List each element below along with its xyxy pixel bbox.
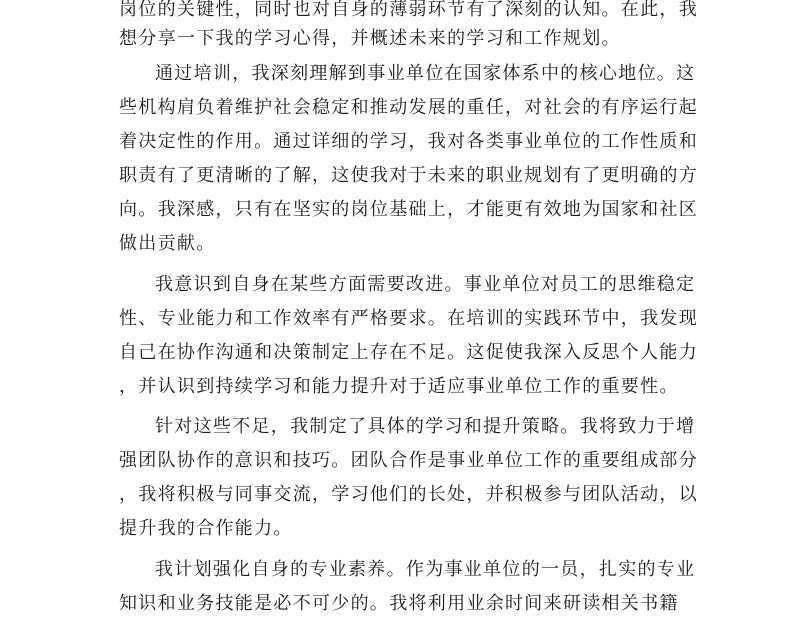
text-line-18: 知识和业务技能是必不可少的。我将利用业余时间来研读相关书籍	[119, 593, 679, 614]
text-line-4: 些机构肩负着维护社会稳定和推动发展的重任，对社会的有序运行起	[119, 97, 698, 118]
text-line-14: 强团队协作的意识和技巧。团队合作是事业单位工作的重要组成部分	[119, 450, 698, 471]
text-line-1: 岗位的关键性，同时也对自身的薄弱环节有了深刻的认知。在此，我	[119, 0, 698, 20]
text-line-2: 想分享一下我的学习心得，并概述未来的学习和工作规划。	[119, 28, 621, 49]
text-line-10: 性、专业能力和工作效率有严格要求。在培训的实践环节中，我发现	[119, 308, 698, 329]
text-line-7: 向。我深感，只有在坚实的岗位基础上，才能更有效地为国家和社区	[119, 199, 698, 220]
text-line-16: 提升我的合作能力。	[119, 518, 293, 539]
text-line-15: ，我将积极与同事交流，学习他们的长处，并积极参与团队活动，以	[119, 484, 698, 505]
text-line-9: 我意识到自身在某些方面需要改进。事业单位对员工的思维稳定	[155, 274, 696, 295]
text-line-11: 自己在协作沟通和决策制定上存在不足。这促使我深入反思个人能力	[119, 342, 698, 363]
text-line-13: 针对这些不足，我制定了具体的学习和提升策略。我将致力于增	[155, 416, 696, 437]
text-line-3: 通过培训，我深刻理解到事业单位在国家体系中的核心地位。这	[155, 63, 696, 84]
text-line-6: 职责有了更清晰的了解，这使我对于未来的职业规划有了更明确的方	[119, 165, 698, 186]
text-line-17: 我计划强化自身的专业素养。作为事业单位的一员，扎实的专业	[155, 559, 696, 580]
text-line-12: ，并认识到持续学习和能力提升对于适应事业单位工作的重要性。	[119, 376, 679, 397]
text-line-5: 着决定性的作用。通过详细的学习，我对各类事业单位的工作性质和	[119, 131, 698, 152]
text-line-8: 做出贡献。	[119, 233, 216, 254]
